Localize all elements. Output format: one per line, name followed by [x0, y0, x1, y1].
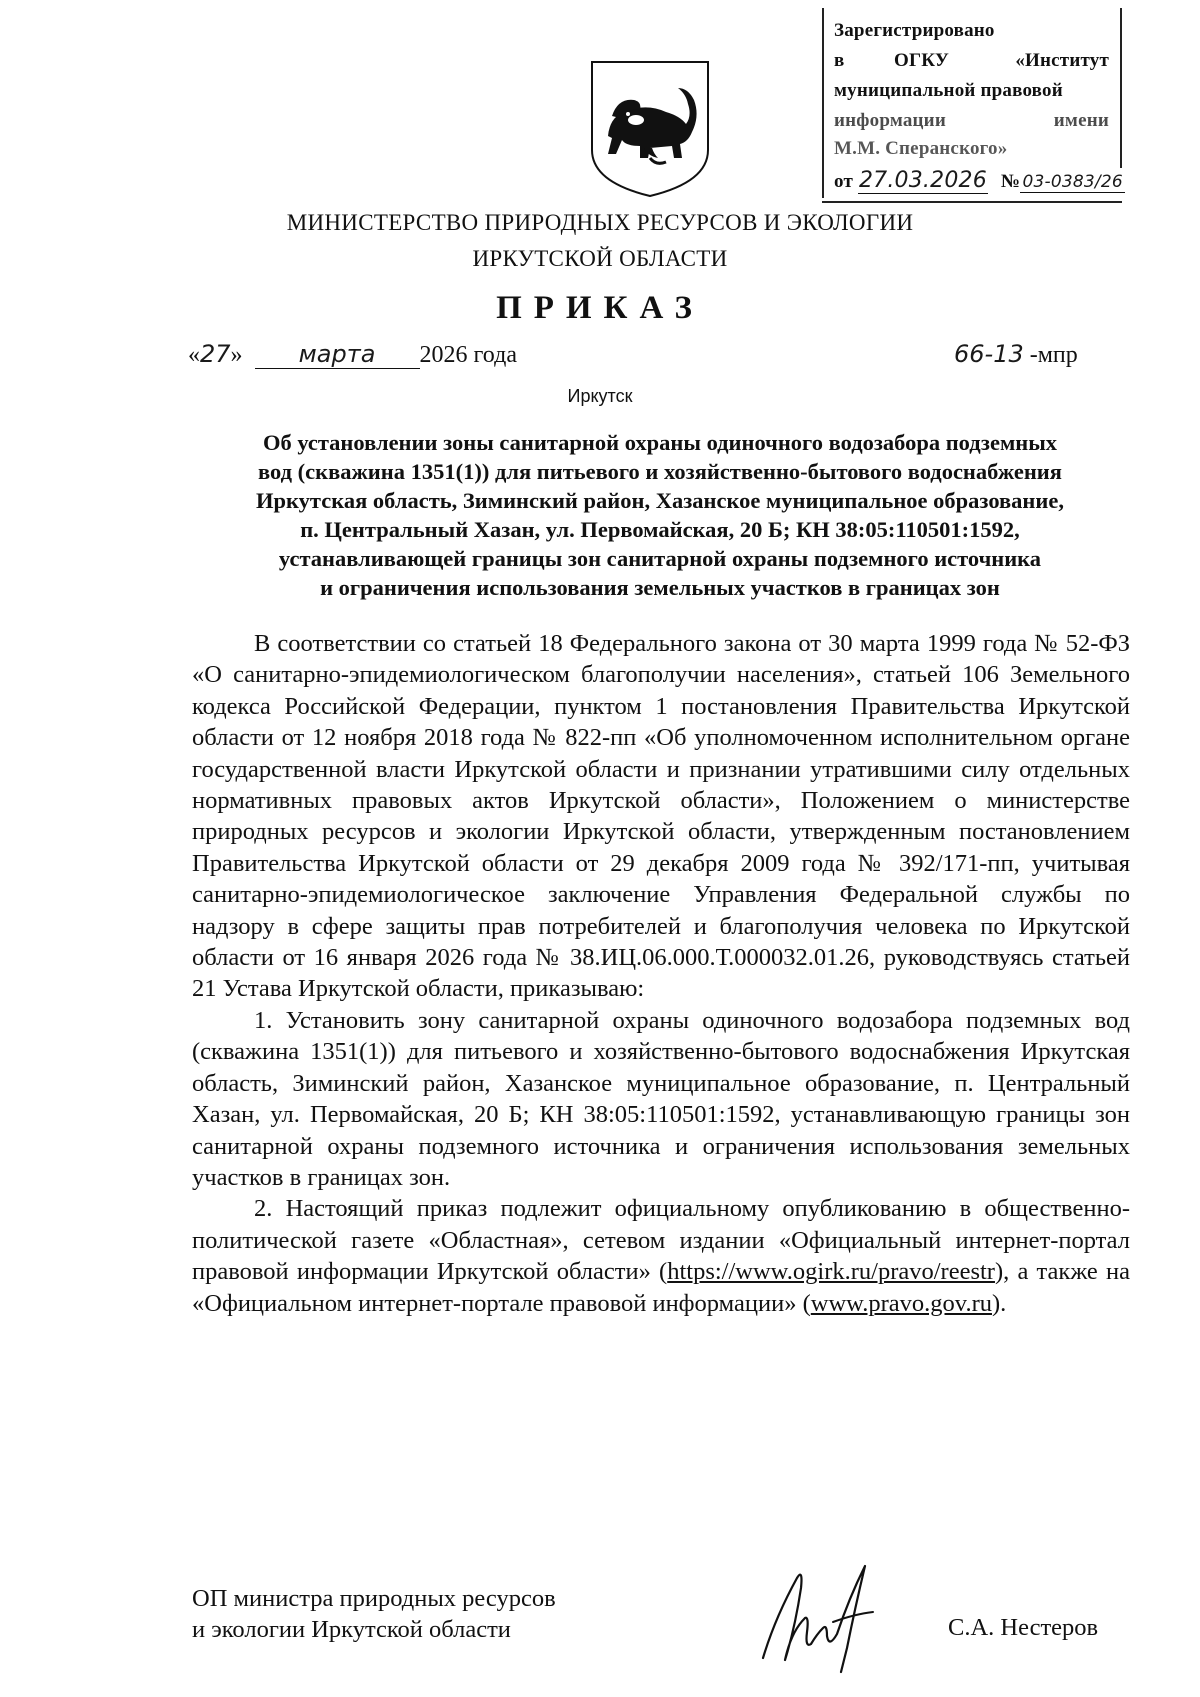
- stamp-line-2-left: в: [834, 50, 845, 71]
- heading-line: Об установлении зоны санитарной охраны одиночного водозабора подземных: [262, 430, 1058, 455]
- registration-stamp: [822, 8, 1122, 203]
- coat-of-arms-icon: [588, 58, 712, 198]
- position-line-2: и экологии Иркутской области: [192, 1616, 511, 1643]
- order-item-1: 1. Установить зону санитарной охраны одиночного водозабора подземных вод (скважина 1351(1)) для питьевого и хозяйственно-бытового водоснабжения Иркутская область, Зиминский район, Хазанское муниципальное образование, п. Центральный Хазан, ул. Первомайская, 20 Б; КН 38:05:110501:1592, устанавливающую границы зон санитарной охраны подземного источника и ограничения использования земельных участков в границах зон.: [192, 1006, 1130, 1191]
- pravo-link[interactable]: www.pravo.gov.ru: [810, 1289, 992, 1317]
- stamp-date-prefix: от: [834, 171, 853, 192]
- date-day-open: «: [188, 342, 200, 368]
- heading-line: п. Центральный Хазан, ул. Первомайская, 20 Б; КН 38:05:110501:1592,: [300, 517, 1020, 542]
- city: Иркутск: [567, 386, 633, 406]
- position-line-1: ОП министра природных ресурсов: [192, 1585, 556, 1612]
- signatory-position: [192, 1583, 556, 1645]
- signer-name: С.А. Нестеров: [948, 1614, 1099, 1641]
- stamp-number-handwritten: 03-0383/26: [1020, 172, 1125, 193]
- handwritten-signature: [745, 1548, 895, 1678]
- stamp-line-5: М.М. Сперанского»: [834, 138, 1008, 159]
- stamp-line-2-mid: ОГКУ: [894, 50, 950, 71]
- heading-line: устанавливающей границы зон санитарной охраны подземного источника: [278, 546, 1042, 571]
- document-heading: [190, 428, 1130, 602]
- heading-line: Иркутская область, Зиминский район, Хазанское муниципальное образование,: [256, 488, 1064, 513]
- stamp-line-2: [834, 50, 1109, 72]
- stamp-date-handwritten: 27.03.2026: [858, 168, 987, 193]
- ministry-name-line-2: ИРКУТСКОЙ ОБЛАСТИ: [472, 246, 728, 271]
- stamp-border: [822, 8, 824, 198]
- stamp-line-6: [834, 168, 1125, 194]
- document-body: [192, 628, 1130, 1319]
- stamp-line-2-right: «Институт: [1015, 50, 1109, 71]
- date-year: 2026 года: [419, 342, 517, 368]
- document-title: ПРИКАЗ: [496, 290, 704, 326]
- order-date: [188, 340, 517, 369]
- ministry-name-line-1: МИНИСТЕРСТВО ПРИРОДНЫХ РЕСУРСОВ И ЭКОЛОГИИ: [286, 210, 914, 235]
- date-day-handwritten: 27: [200, 340, 231, 368]
- stamp-line-1: Зарегистрировано: [834, 20, 995, 41]
- stamp-line-4: [834, 110, 1109, 132]
- date-month-handwritten: марта: [255, 340, 420, 369]
- stamp-border: [822, 201, 1122, 203]
- order-item-2: [192, 1193, 1130, 1319]
- ogirk-link[interactable]: https://www.ogirk.ru/pravo/reestr: [667, 1258, 995, 1286]
- stamp-number-prefix: №: [1000, 171, 1021, 192]
- order-number: [954, 340, 1078, 369]
- stamp-line-4-left: информации: [834, 110, 946, 131]
- heading-line: и ограничения использования земельных участков в границах зон: [320, 575, 1000, 600]
- preamble-paragraph: В соответствии со статьей 18 Федерального закона от 30 марта 1999 года № 52-ФЗ «О санитарно-эпидемиологическом благополучии населения», статьей 106 Земельного кодекса Российской Федерации, пунктом 1 постановления Правительства Иркутской области от 12 ноября 2018 года № 822-пп «Об уполномоченном исполнительном органе государственной власти Иркутской области и признании утратившими силу отдельных нормативных правовых актов Иркутской области», Положением о министерстве природных ресурсов и экологии Иркутской области, утвержденным постановлением Правительства Иркутской области от 29 декабря 2009 года № 392/171-пп, учитывая санитарно-эпидемиологическое заключение Управления Федеральной службы по надзору в сфере защиты прав потребителей и благополучия человека по Иркутской области от 16 января 2026 года № 38.ИЦ.06.000.Т.000032.01.26, руководствуясь статьей 21 Устава Иркутской области, приказываю:: [192, 630, 1130, 1003]
- stamp-line-3: муниципальной правовой: [834, 80, 1063, 101]
- order-number-suffix: -мпр: [1029, 342, 1078, 368]
- stamp-border: [1120, 8, 1122, 168]
- heading-line: вод (скважина 1351(1)) для питьевого и хозяйственно-бытового водоснабжения: [258, 459, 1062, 484]
- stamp-line-4-right: имени: [1053, 110, 1109, 131]
- date-day-close: »: [230, 342, 243, 368]
- item-2-text: 2. Настоящий приказ подлежит официальному опубликованию в общественно-политической газете «Областная», сетевом издании «Официальный интернет-портал правовой информации Иркутской области» (: [192, 1195, 1130, 1286]
- item-2-text: ).: [991, 1289, 1007, 1317]
- item-2-text: ), а также на «Официальном интернет-портале правовой информации» (: [192, 1258, 1130, 1317]
- order-number-handwritten: 66-13: [954, 340, 1024, 368]
